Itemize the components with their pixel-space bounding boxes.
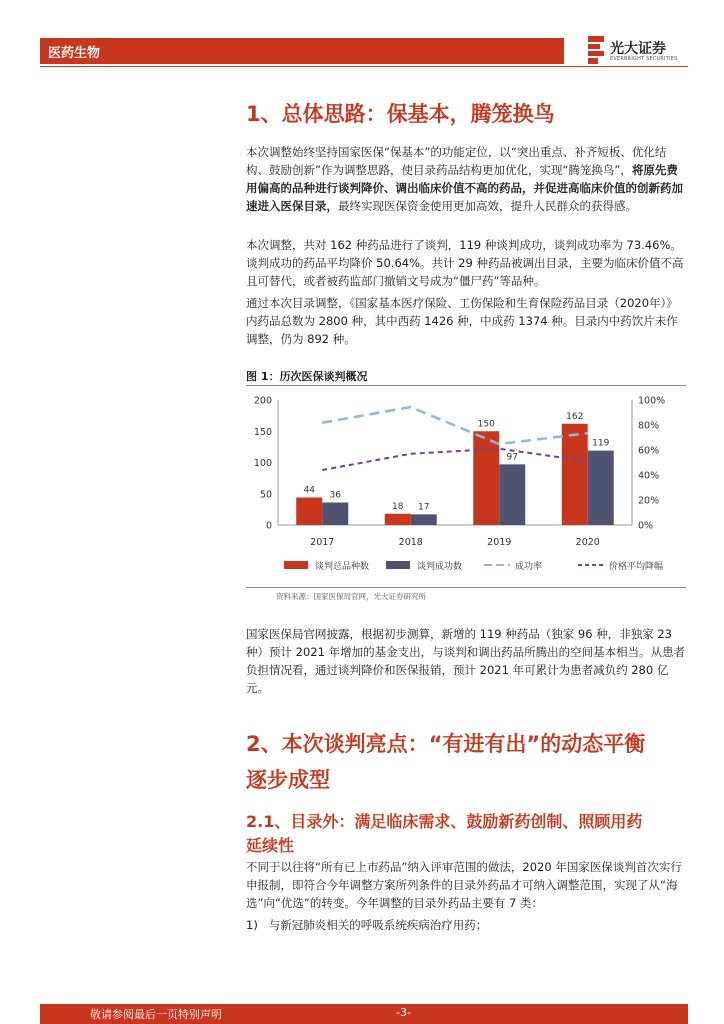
bar-total	[296, 498, 322, 526]
section2-title-line1: 2、本次谈判亮点：“有进有出”的动态平衡	[246, 732, 646, 756]
bar-data-label: 150	[477, 419, 495, 430]
logo-english: EVERBRIGHT SECURITIES	[610, 56, 678, 62]
bar-total	[473, 431, 499, 525]
logo-mark-icon	[588, 36, 604, 64]
bar-total	[562, 424, 588, 525]
section1-paragraph-3	[246, 294, 686, 348]
legend-swatch	[284, 561, 308, 569]
bar-data-label: 36	[329, 490, 341, 501]
figure-title: 图 1：历次医保谈判概况	[246, 370, 368, 383]
footer-disclaimer: 敬请参阅最后一页特别声明	[90, 1008, 222, 1021]
company-logo	[588, 34, 688, 66]
x-tick-label: 2019	[487, 537, 512, 548]
bar-success	[588, 451, 614, 525]
section2-paragraph	[246, 858, 686, 912]
bar-data-label: 44	[303, 485, 315, 496]
x-tick-label: 2018	[398, 537, 423, 548]
y-left-tick-label: 100	[253, 458, 272, 469]
section1-paragraph-1	[246, 143, 686, 215]
p1-text-a: 本次调整始终坚持国家医保“保基本”的功能定位，以“突出重点、补齐短板、优化结构、鼓励创新”作为调整思路，使目录药品结构更加优化，实现“腾笼换鸟”，	[246, 145, 667, 177]
header-category-bar	[40, 38, 564, 64]
legend-label: 价格平均降幅	[609, 562, 664, 572]
y-right-tick-label: 40%	[638, 470, 660, 482]
header-category-label: 医药生物	[48, 46, 101, 61]
y-right-tick-label: 20%	[638, 495, 660, 507]
section2-1-title-line2: 延续性	[246, 836, 295, 855]
p4-text: 国家医保局官网披露，根据初步测算，新增的 119 种药品（独家 96 种，非独家 23 种）预计 2021 年增加的基金支出，与谈判和调出药品所腾出的空间基本相当。从患者负担情况看，通过谈判降价和医保报销，预计 2021 年可累计为患者减负约 280 亿元。	[246, 627, 686, 695]
legend-label: 谈判总品种数	[315, 562, 370, 572]
list-item-1	[246, 916, 686, 934]
x-tick-label: 2020	[575, 537, 600, 548]
legend-label: 谈判成功数	[417, 562, 463, 572]
bar-data-label: 17	[418, 502, 430, 513]
bar-total	[385, 514, 411, 525]
y-right-tick-label: 0%	[638, 520, 654, 532]
y-right-tick-label: 60%	[638, 445, 660, 457]
figure-source: 资料来源：国家医保局官网，光大证券研究所	[276, 592, 426, 601]
legend-label: 成功率	[515, 562, 543, 572]
y-left-tick-label: 200	[253, 395, 272, 407]
p5-text: 不同于以往将“所有已上市药品”纳入评审范围的做法，2020 年国家医保谈判首次实行申报制，即符合今年调整方案所列条件的目录外药品才可纳入调整范围，实现了从“海选”向“优选”的转变。今年调整的目录外药品主要有 7 类：	[246, 860, 682, 910]
p2-text: 本次调整，共对 162 种药品进行了谈判，119 种谈判成功，谈判成功率为 73.46%。谈判成功的药品平均降价 50.64%。共计 29 种药品被调出目录，主要为临床价值不高且可替代，或者被药监部门撤销文号成为“僵尸药”等品种。	[246, 238, 684, 288]
y-left-tick-label: 150	[253, 426, 272, 438]
line-success-rate	[322, 407, 588, 444]
p1-text-c: 最终实现医保资金使用更加高效，提升人民群众的获得感。	[338, 199, 637, 213]
figure-rule-bottom	[246, 587, 686, 588]
y-left-tick-label: 50	[259, 489, 272, 501]
header-rule	[40, 66, 688, 67]
y-right-tick-label: 100%	[638, 395, 666, 407]
legend-swatch	[386, 561, 410, 569]
section2-title-line2: 逐步成型	[246, 768, 330, 792]
bar-success	[411, 514, 437, 525]
logo-name: 光大证券	[610, 41, 666, 57]
bar-data-label: 97	[506, 452, 518, 463]
list-item-1-text: 1) 与新冠肺炎相关的呼吸系统疾病治疗用药；	[246, 918, 488, 932]
figure-rule-top	[246, 385, 686, 386]
p1-text-bold: 将原先费用偏高的品种进行谈判降价、调出临床价值不高的药品，并促进高临床价值的创新药加速进入医保目录，	[246, 163, 683, 213]
section1-title: 1、总体思路：保基本，腾笼换鸟	[246, 102, 555, 126]
p3-text: 通过本次目录调整，《国家基本医疗保险、工伤保险和生育保险药品目录（2020年）》内药品总数为 2800 种，其中西药 1426 种，中成药 1374 种。目录内中药饮片未作调整，仍为 892 种。	[246, 296, 678, 346]
section1-paragraph-2	[246, 236, 686, 290]
x-tick-label: 2017	[310, 537, 335, 548]
y-right-tick-label: 80%	[638, 420, 660, 432]
bar-data-label: 162	[566, 411, 584, 422]
bar-success	[499, 464, 525, 525]
bar-data-label: 119	[592, 438, 610, 449]
page-number: -3-	[396, 1006, 411, 1019]
section2-1-title-line1: 2.1、目录外：满足临床需求、鼓励新药创制、照顾用药	[246, 812, 643, 831]
negotiation-chart	[246, 388, 686, 586]
y-left-tick-label: 0	[265, 520, 272, 532]
line-avg-price-drop	[322, 449, 588, 470]
bar-success	[322, 503, 348, 526]
bar-data-label: 18	[392, 501, 404, 512]
section1-paragraph-4	[246, 625, 686, 697]
